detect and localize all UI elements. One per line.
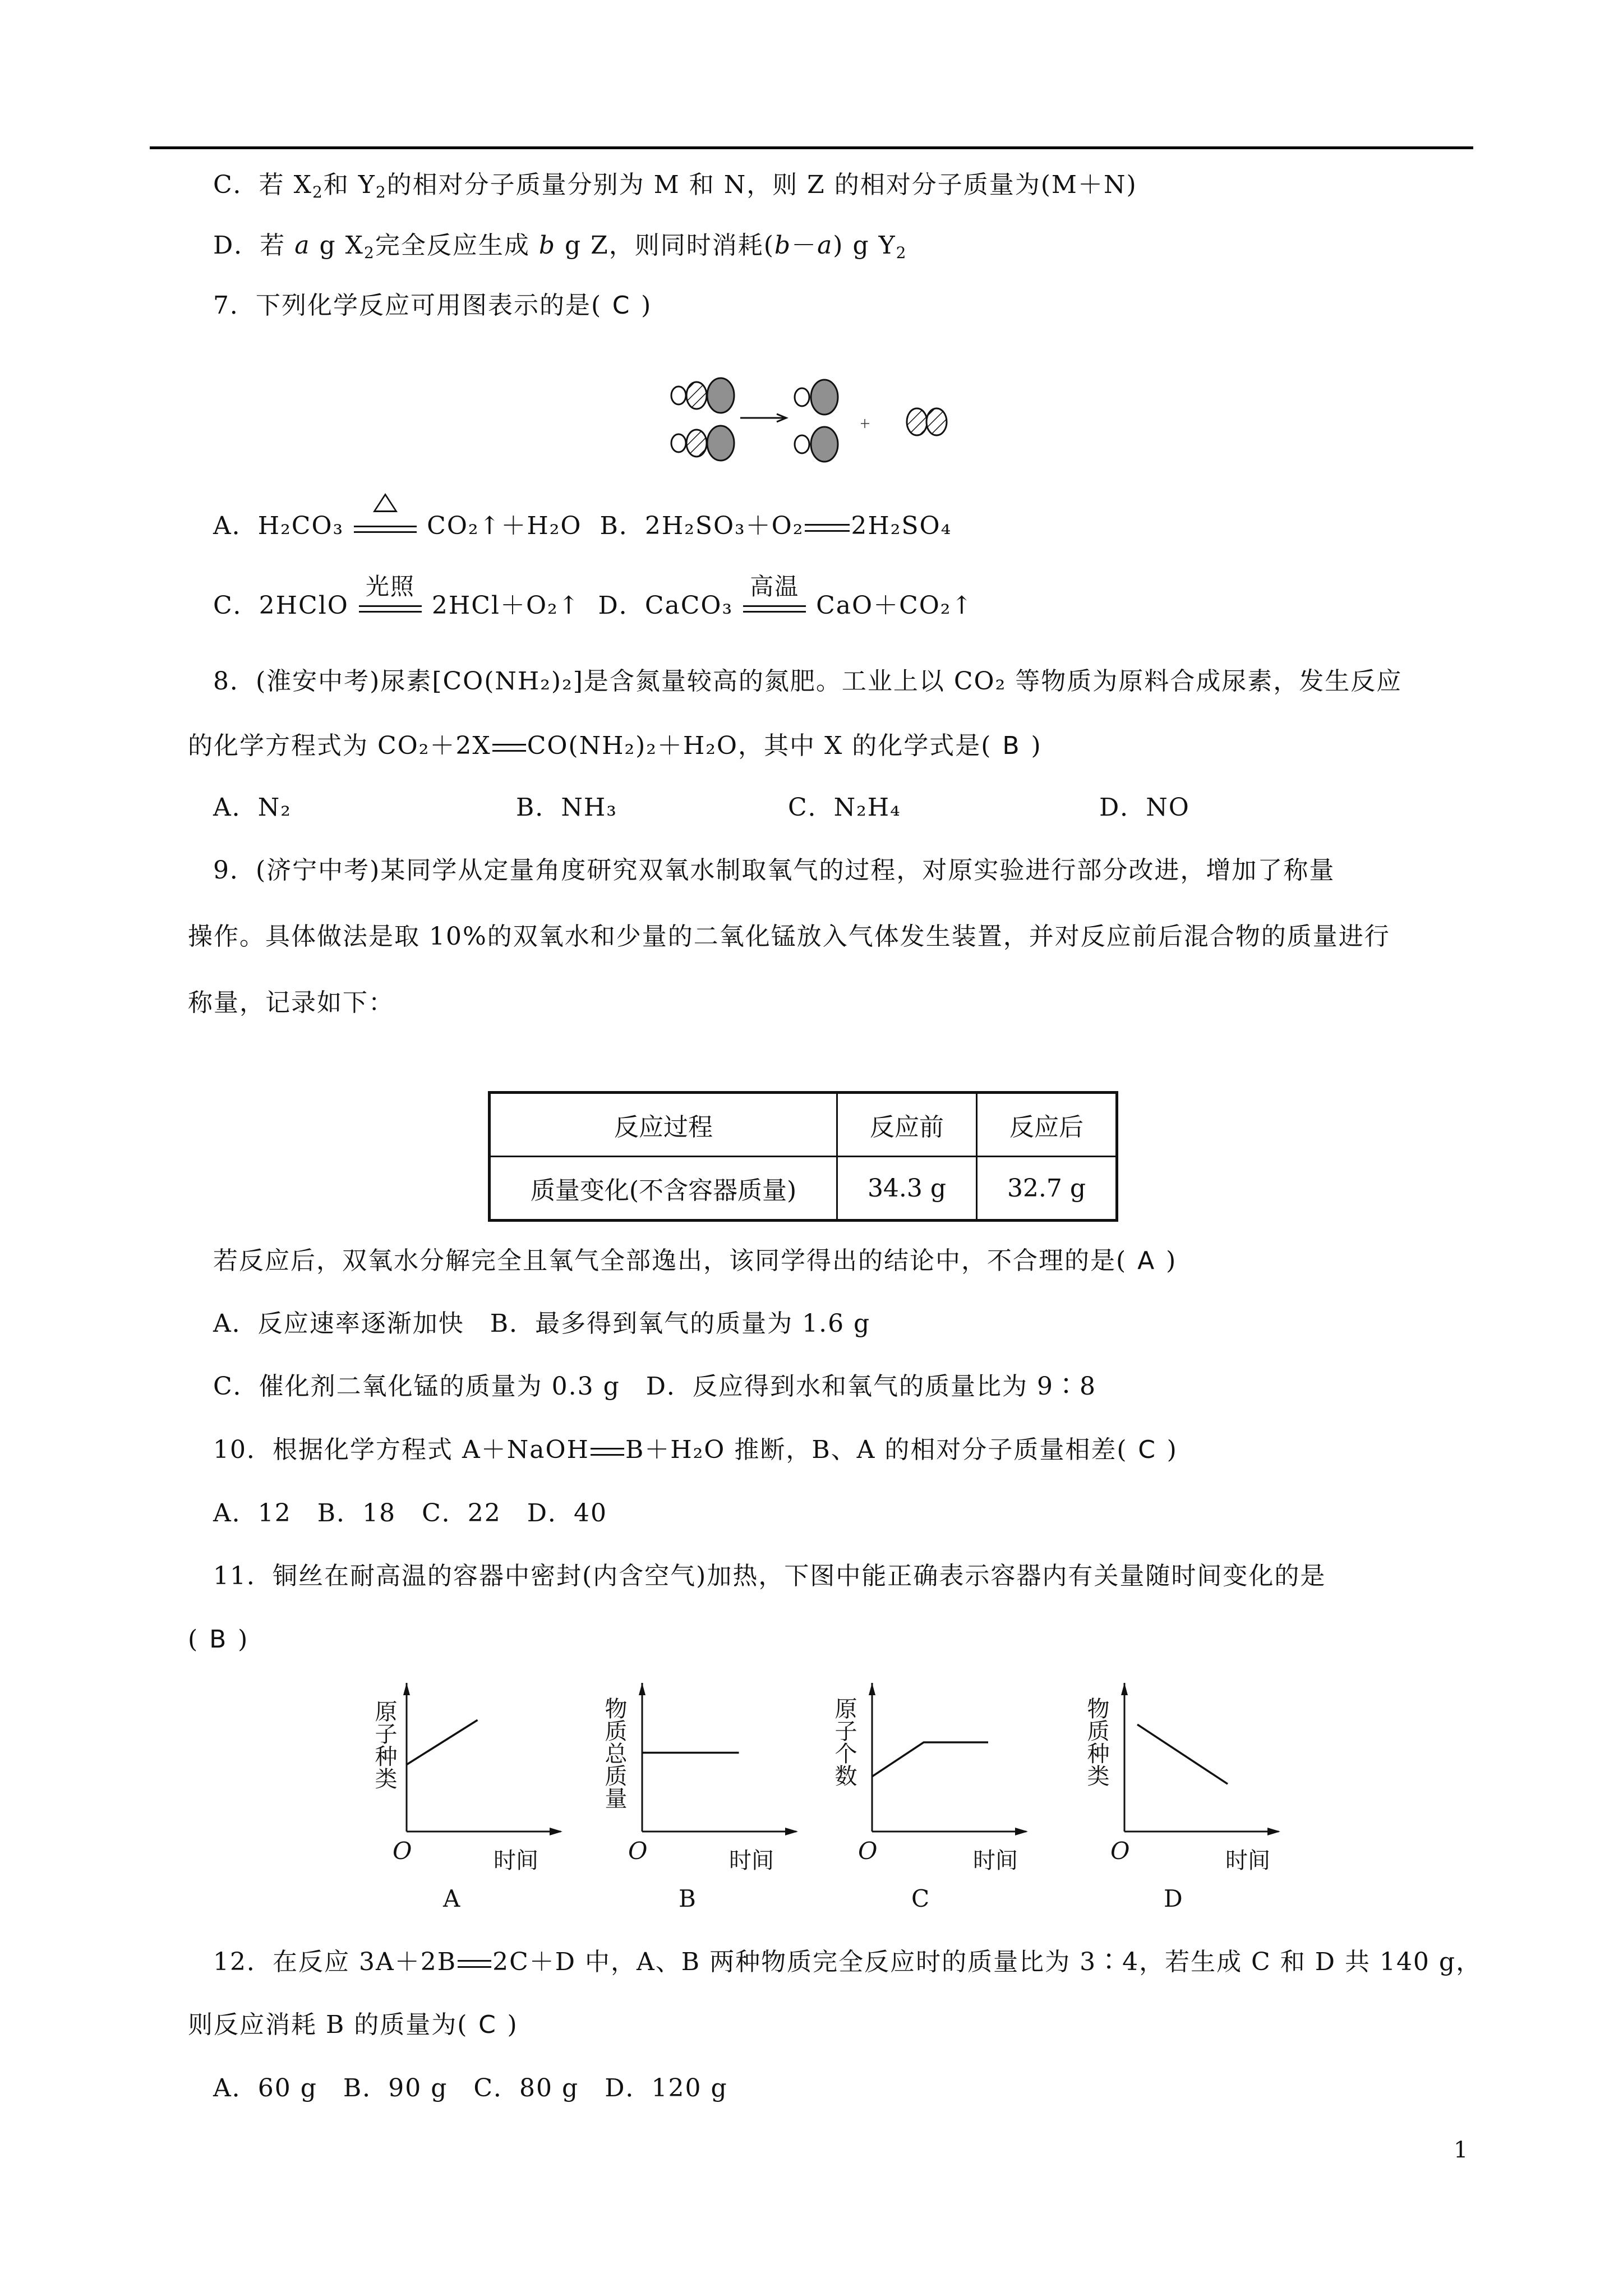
graph-a-svg <box>381 1677 572 1846</box>
text: ) g Y <box>833 231 896 260</box>
data-line <box>1137 1724 1228 1784</box>
text: ) <box>1166 1435 1178 1464</box>
option-label: A． <box>213 512 258 540</box>
text: B＋H₂O 推断，B、A 的相对分子质量相差( <box>625 1435 1128 1464</box>
page-number: 1 <box>1454 2137 1468 2163</box>
origin-label: O <box>858 1837 878 1865</box>
q11-line1: 11．铜丝在耐高温的容器中密封(内含空气)加热，下图中能正确表示容器内有关量随时间变化的是 <box>213 1562 1326 1590</box>
equals-sign <box>805 524 850 532</box>
option-label: C． <box>213 591 259 620</box>
y-axis-label: 物质总质量 <box>601 1697 627 1809</box>
data-line <box>407 1720 478 1765</box>
text: 若 X <box>259 171 312 199</box>
subscript: 2 <box>312 183 324 201</box>
product-molecule-3 <box>907 408 947 435</box>
gray-atom <box>811 380 838 415</box>
y-axis-label: 原子种类 <box>371 1700 397 1789</box>
graph-c-svg <box>847 1677 1038 1846</box>
table-header: 反应过程 <box>490 1093 837 1157</box>
q9-options-ab: A．反应速率逐渐加快 B．最多得到氧气的质量为 1.6 g <box>213 1309 871 1338</box>
option-label: D． <box>598 591 645 620</box>
x-axis-arrow-icon <box>1015 1828 1028 1835</box>
small-atom <box>671 386 686 404</box>
gray-atom <box>707 426 734 461</box>
option-label: C． <box>213 171 259 199</box>
reaction-condition <box>357 572 424 624</box>
table-header: 反应前 <box>837 1093 977 1157</box>
x-axis-label: 时间 <box>1225 1848 1270 1874</box>
q12-line2 <box>188 2008 518 2042</box>
mass-record-table <box>488 1091 1118 1222</box>
plus-sign-icon <box>861 419 869 428</box>
hatched-atom <box>686 430 707 457</box>
graph-d-svg <box>1099 1677 1290 1846</box>
graph-a <box>371 1677 572 1918</box>
product-molecule-2 <box>795 427 838 462</box>
x-axis-label: 时间 <box>729 1848 774 1874</box>
q12-options: A．60 g B．90 g C．80 g D．120 g <box>213 2074 728 2102</box>
q8-option-c: C．N₂H₄ <box>788 793 901 822</box>
q10-stem <box>213 1433 1178 1467</box>
products: CO₂↑＋H₂O <box>427 512 582 540</box>
text: 则反应消耗 B 的质量为( <box>188 2010 468 2039</box>
q8-line1: 8．(淮安中考)尿素[CO(NH₂)₂]是含氮量较高的氮肥。工业上以 CO₂ 等物质为原料合成尿素，发生反应 <box>213 667 1403 696</box>
text: ) <box>238 1625 249 1654</box>
option-label: B． <box>600 512 645 540</box>
products: CaO＋CO₂↑ <box>816 591 974 620</box>
y-axis-arrow-icon <box>869 1683 875 1695</box>
molecule-reaction-diagram <box>662 359 1021 471</box>
heat-triangle-icon <box>352 494 419 512</box>
q7-options-cd <box>213 572 974 624</box>
question-text: 下列化学反应可用图表示的是( <box>256 291 602 320</box>
graph-label: B <box>679 1885 696 1912</box>
text: g X <box>319 231 364 260</box>
hatched-atom <box>686 382 707 409</box>
condition-text: 高温 <box>750 572 800 600</box>
reaction-condition <box>352 511 419 545</box>
text: g Z，则同时消耗( <box>565 231 774 260</box>
variable-a: a <box>294 231 311 260</box>
y-axis-arrow-icon <box>1121 1683 1128 1695</box>
answer: B <box>1002 731 1021 760</box>
equation-right: 2H₂SO₄ <box>851 512 952 540</box>
q9-question <box>213 1244 1177 1278</box>
q9-line2: 操作。具体做法是取 10%的双氧水和少量的二氧化锰放入气体发生装置，并对反应前后混合物的质量进行 <box>188 922 1390 951</box>
q7-options-ab <box>213 509 952 545</box>
text: ) <box>1031 731 1042 760</box>
text: 的相对分子质量分别为 M 和 N，则 Z 的相对分子质量为(M＋N) <box>386 171 1137 199</box>
hatched-atom <box>926 408 947 435</box>
text: 若反应后，双氧水分解完全且氧气全部逸出，该同学得出的结论中，不合理的是( <box>213 1246 1127 1275</box>
q8-option-d: D．NO <box>1099 793 1190 822</box>
q9-line3: 称量，记录如下： <box>188 988 394 1017</box>
molecule-svg <box>662 359 1021 471</box>
table-header: 反应后 <box>977 1093 1117 1157</box>
text: ) <box>507 2010 518 2039</box>
answer: C <box>478 2010 497 2039</box>
small-atom <box>795 435 809 453</box>
q8-option-a: A．N₂ <box>213 793 292 822</box>
reactant: CaCO₃ <box>644 591 734 620</box>
table-header-row <box>490 1093 1117 1157</box>
origin-label: O <box>393 1837 412 1865</box>
text: 若 <box>260 231 286 260</box>
graph-b-svg <box>617 1677 808 1846</box>
answer: B <box>209 1625 228 1654</box>
gray-atom <box>707 378 734 413</box>
small-atom <box>671 434 686 452</box>
q6-option-c <box>213 168 1137 202</box>
subscript: 2 <box>364 243 375 262</box>
reaction-condition <box>741 572 808 624</box>
origin-label: O <box>1110 1837 1130 1865</box>
text: ) <box>1166 1246 1177 1275</box>
answer: C <box>612 291 631 320</box>
subscript: 2 <box>896 243 907 262</box>
reactant: H₂CO₃ <box>257 512 344 540</box>
text: ) <box>641 291 652 320</box>
small-atom <box>795 388 809 406</box>
variable-b: b <box>538 231 556 260</box>
text: 的化学方程式为 CO₂＋2X <box>188 731 491 760</box>
products: 2HCl＋O₂↑ <box>431 591 580 620</box>
x-axis-label: 时间 <box>973 1848 1018 1874</box>
product-molecule-1 <box>795 380 838 415</box>
y-axis-label: 原子个数 <box>831 1697 857 1787</box>
answer: C <box>1138 1435 1156 1464</box>
q8-line2 <box>188 729 1042 763</box>
hatched-atom <box>907 408 927 435</box>
x-axis-arrow-icon <box>785 1828 798 1835</box>
equation-left: 2H₂SO₃＋O₂ <box>644 512 804 540</box>
table-row <box>490 1157 1117 1221</box>
equals-sign <box>591 1448 624 1456</box>
equals-sign <box>458 1960 491 1968</box>
equals-sign <box>492 744 526 752</box>
q7-stem <box>213 289 652 323</box>
q6-option-d <box>213 229 907 263</box>
graph-label: C <box>911 1885 930 1912</box>
x-axis-arrow-icon <box>1267 1828 1280 1835</box>
text: － <box>791 231 818 260</box>
reactant: 2HClO <box>259 591 349 620</box>
graph-b <box>601 1677 808 1918</box>
q9-options-cd: C．催化剂二氧化锰的质量为 0.3 g D．反应得到水和氧气的质量比为 9∶8 <box>213 1372 1097 1401</box>
origin-label: O <box>628 1837 648 1865</box>
reaction-arrow-icon <box>740 414 786 422</box>
y-axis-arrow-icon <box>639 1683 645 1695</box>
text: 2C＋D 中，A、B 两种物质完全反应时的质量比为 3∶4，若生成 C 和 D 共 140 g， <box>492 1948 1482 1976</box>
table-cell: 32.7 g <box>977 1157 1117 1221</box>
reactant-molecule-1 <box>671 378 734 413</box>
q12-line1 <box>213 1945 1482 1979</box>
x-axis-arrow-icon <box>550 1828 562 1835</box>
gray-atom <box>811 427 838 462</box>
text: ( <box>188 1625 199 1654</box>
variable-b: b <box>774 231 792 260</box>
data-line <box>872 1742 988 1777</box>
text: 完全反应生成 <box>375 231 530 260</box>
graph-c <box>831 1677 1038 1918</box>
subscript: 2 <box>375 183 387 201</box>
text: CO(NH₂)₂＋H₂O，其中 X 的化学式是( <box>527 731 992 760</box>
graph-label: D <box>1164 1885 1183 1912</box>
text: 和 Y <box>323 171 376 199</box>
condition-text: 光照 <box>365 572 415 600</box>
header-rule <box>150 146 1473 149</box>
table-cell: 质量变化(不含容器质量) <box>490 1157 837 1221</box>
graph-d <box>1083 1677 1290 1918</box>
y-axis-arrow-icon <box>403 1683 410 1695</box>
q11-line2 <box>188 1623 248 1657</box>
q8-option-b: B．NH₃ <box>516 793 617 822</box>
graph-label: A <box>443 1885 460 1912</box>
text: 12．在反应 3A＋2B <box>213 1948 457 1976</box>
table-cell: 34.3 g <box>837 1157 977 1221</box>
option-label: D． <box>213 231 260 260</box>
reactant-molecule-2 <box>671 426 734 461</box>
variable-a: a <box>817 231 833 260</box>
text: 10．根据化学方程式 A＋NaOH <box>213 1435 589 1464</box>
q9-line1: 9．(济宁中考)某同学从定量角度研究双氧水制取氧气的过程，对原实验进行部分改进，增加了称量 <box>213 856 1335 885</box>
answer: A <box>1137 1246 1156 1275</box>
y-axis-label: 物质种类 <box>1083 1697 1109 1787</box>
x-axis-label: 时间 <box>494 1848 538 1874</box>
question-number: 7． <box>213 291 256 320</box>
q10-options: A．12 B．18 C．22 D．40 <box>213 1499 608 1527</box>
